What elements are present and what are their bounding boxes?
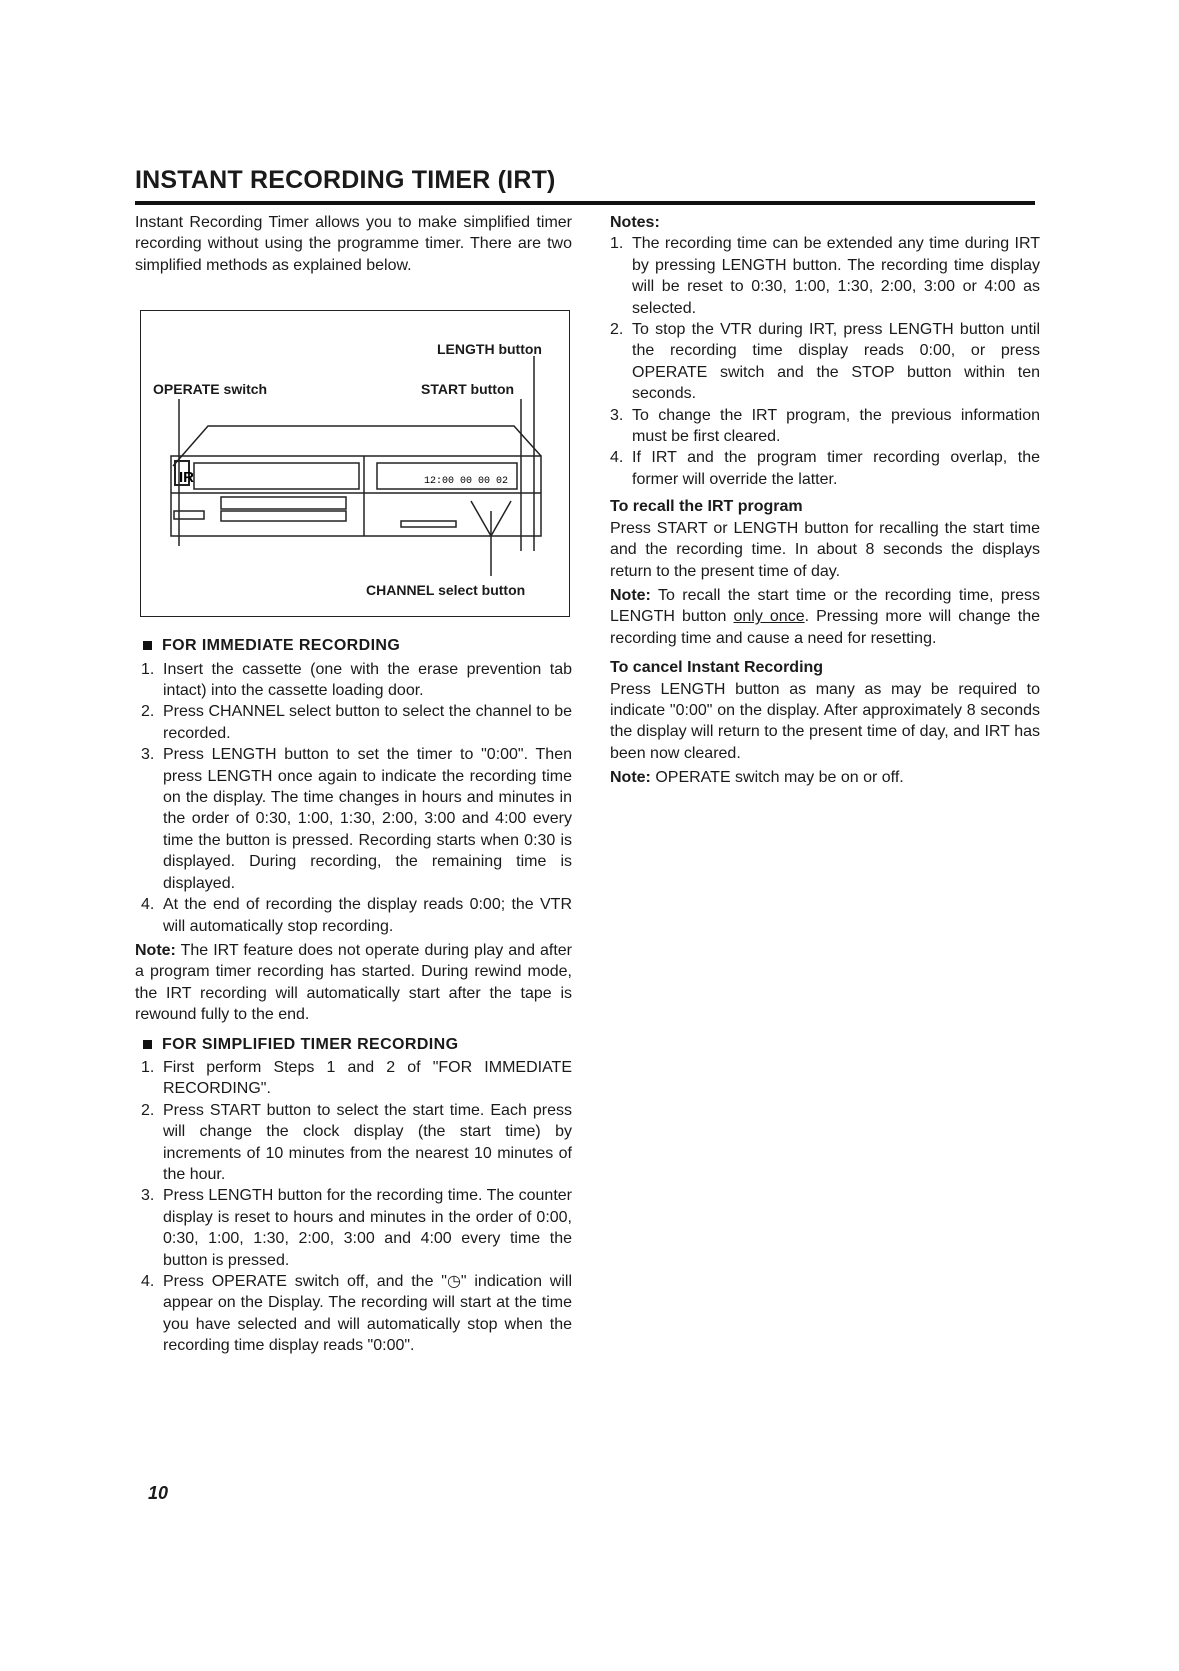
- simplified-steps: [135, 1057, 572, 1357]
- cancel-heading: To cancel Instant Recording: [610, 659, 824, 677]
- intro-text: Instant Recording Timer allows you to make simplified timer recording without using the programme timer. There are two simplified methods as explained below.: [135, 214, 572, 274]
- length-button-label: LENGTH button: [437, 341, 542, 358]
- list-item: 3. Press LENGTH button to set the timer to "0:00". Then press LENGTH once again to indicate the recording time on the display. The time changes in hours and minutes in the order of 0:30, 1:00, 1:30, 2:00, 3:00 and 4:00 every time the button is pressed. Recording starts when 0:30 is displayed. During recording, the remaining time is displayed.: [141, 746, 572, 892]
- vcr-figure: [140, 310, 570, 617]
- immediate-steps: [135, 659, 572, 937]
- notes-heading: Notes:: [610, 214, 660, 231]
- notes-list: [610, 233, 1040, 490]
- list-item: 2. To stop the VTR during IRT, press LENGTH button until the recording time display reads 0:00, or press OPERATE switch and the STOP button within ten seconds.: [610, 321, 1040, 403]
- cancel-note: Note: OPERATE switch may be on or off.: [610, 769, 904, 787]
- list-item: 2. Press START button to select the start time. Each press will change the clock display (the start time) by increments of 10 minutes from the nearest 10 minutes of the hour.: [141, 1101, 572, 1183]
- list-item: 3. To change the IRT program, the previous information must be first cleared.: [610, 406, 1040, 446]
- bullet-square-icon: [143, 1040, 152, 1049]
- page-number: 10: [148, 1483, 169, 1503]
- immediate-heading: FOR IMMEDIATE RECORDING: [143, 635, 572, 656]
- vcr-drawing: [141, 311, 569, 616]
- vcr-display-readout: 12:00 00 00 02: [424, 476, 509, 488]
- title-rule: [135, 201, 1035, 205]
- recall-note: Note: To recall the start time or the recording time, press LENGTH button only once. Pressing more will change the recording time and cause a need for resetting.: [610, 586, 1040, 647]
- list-item: 1. Insert the cassette (one with the erase prevention tab intact) into the cassette loading door.: [141, 660, 572, 700]
- channel-button-label: CHANNEL select button: [366, 582, 526, 599]
- list-item: 4. If IRT and the program timer recording overlap, the former will override the latter.: [610, 449, 1040, 488]
- ir-logo: IR: [179, 469, 194, 487]
- left-column: [135, 212, 572, 1357]
- recall-text: Press START or LENGTH button for recalling the start time and the recording time. In about 8 seconds the displays return to the present time of day.: [610, 519, 1040, 580]
- page-title: INSTANT RECORDING TIMER (IRT): [135, 166, 556, 194]
- cancel-text: Press LENGTH button as many as may be required to indicate "0:00" on the display. After approximately 8 seconds the display will return to the present time of day, and IRT has been now cleared.: [610, 680, 1040, 762]
- recall-heading: To recall the IRT program: [610, 498, 803, 516]
- list-item: 3. Press LENGTH button for the recording time. The counter display is reset to hours and minutes in the order of 0:00, 0:30, 1:00, 1:30, 2:00, 3:00 and 4:00 every time the button is pressed.: [141, 1187, 572, 1269]
- list-item: 1. The recording time can be extended any time during IRT by pressing LENGTH button. The recording time display will be reset to 0:30, 1:00, 1:30, 2:00, 3:00 or 4:00 as selected.: [610, 235, 1040, 317]
- start-button-label: START button: [421, 381, 515, 398]
- bullet-square-icon: [143, 641, 152, 650]
- list-item: 4. At the end of recording the display reads 0:00; the VTR will automatically stop recording.: [141, 896, 572, 935]
- right-column: [610, 212, 1040, 789]
- list-item: 4. Press OPERATE switch off, and the "◷" indication will appear on the Display. The recording will start at the time you have selected and will automatically stop when the recording time display reads "0:00".: [141, 1273, 572, 1355]
- list-item: 2. Press CHANNEL select button to select the channel to be recorded.: [141, 703, 572, 742]
- simplified-heading: FOR SIMPLIFIED TIMER RECORDING: [143, 1034, 572, 1055]
- operate-switch-label: OPERATE switch: [153, 381, 268, 398]
- list-item: 1. First perform Steps 1 and 2 of "FOR IMMEDIATE RECORDING".: [141, 1058, 572, 1098]
- immediate-note: Note: The IRT feature does not operate during play and after a program timer recording has started. During rewind mode, the IRT recording will automatically start after the tape is rewound fully to the end.: [135, 941, 572, 1024]
